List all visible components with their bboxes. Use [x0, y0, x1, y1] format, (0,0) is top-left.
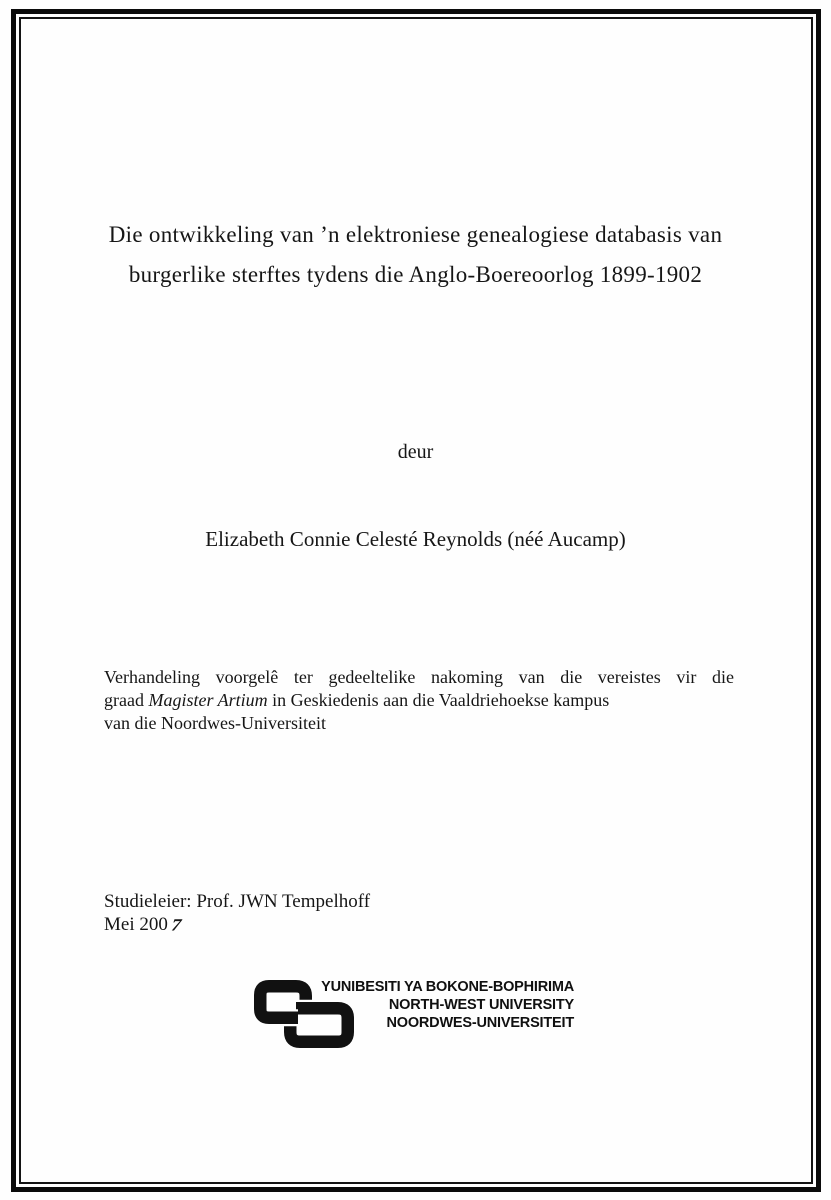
thesis-title-line-2: burgerlike sterftes tydens die Anglo-Boereoorlog 1899-1902 [128, 262, 703, 287]
submission-line-1: Verhandeling voorgelê ter gedeeltelike nakoming van die vereistes vir die [104, 667, 734, 687]
submission-line-2-post: in Geskiedenis aan die Vaaldriehoekse kampus [267, 690, 610, 710]
university-logo-text [318, 978, 574, 1032]
submission-line-3: van die Noordwes-Universiteit [104, 713, 326, 733]
supervisor-line: Studieleier: Prof. JWN Tempelhoff [104, 891, 371, 912]
submission-line-2-pre: graad [104, 690, 149, 710]
thesis-title [30, 215, 801, 295]
thesis-title-line-1: Die ontwikkeling van ’n elektroniese genealogiese databasis van [108, 222, 723, 247]
date-last-digit: 7 [168, 916, 184, 936]
credits-block [104, 890, 370, 936]
author-name: Elizabeth Connie Celesté Reynolds (néé Aucamp) [205, 527, 626, 551]
logo-line-afrikaans: NOORDWES-UNIVERSITEIT [386, 1015, 574, 1031]
byline-label: deur [397, 441, 434, 463]
date-prefix: Mei 200 [104, 914, 168, 935]
submission-statement [104, 666, 734, 735]
degree-name: Magister Artium [148, 690, 268, 710]
university-logo [254, 976, 576, 1054]
submission-line-2 [104, 689, 734, 712]
date-line [104, 913, 370, 936]
logo-line-english: NORTH-WEST UNIVERSITY [388, 997, 574, 1013]
logo-line-setswana: YUNIBESITI YA BOKONE-BOPHIRIMA [321, 979, 574, 995]
